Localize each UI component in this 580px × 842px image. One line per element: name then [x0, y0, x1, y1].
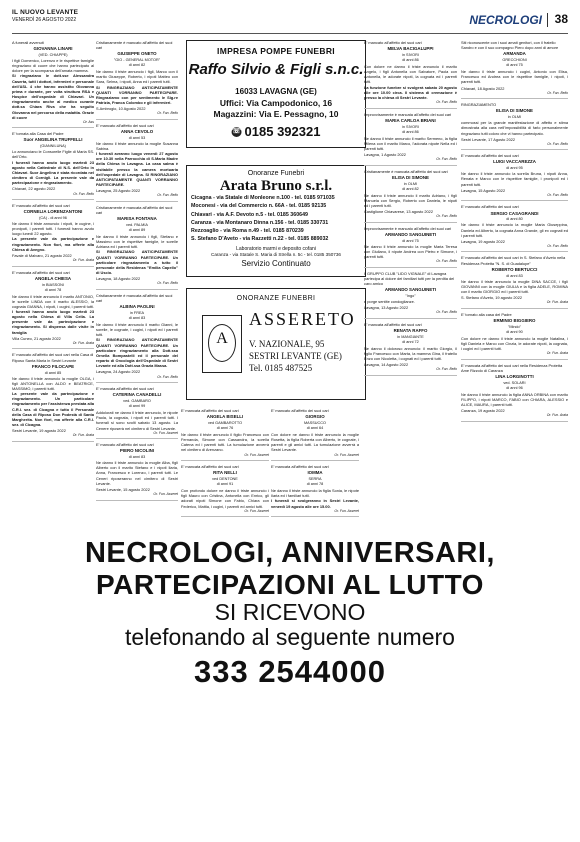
banner-phone: 333 2544000 — [193, 654, 387, 689]
notice-intro: E' mancato all'affetto dei suoi cari in S. Stefano d'Aveto nella Residenza Protetta "N. S. di Guadalupe" — [461, 255, 566, 266]
column-2 — [96, 40, 178, 530]
notice-body: Ne danno il triste annuncio la figlia Sonia, le nipote Ilaria ed i familiari tutti. — [271, 488, 359, 499]
notice-name: Suor ANGELINA TRUFFELLI — [23, 137, 83, 143]
notice-subtitle: "Mindo" — [507, 324, 522, 329]
notice-intro: E' mancata all'affetto dei suoi cari nella Residenza Protetta Ame Rizzolo di Caranza — [461, 362, 563, 373]
notice-intro: E' mancato all'affetto dei suoi cari — [96, 442, 154, 448]
notice-place-date: Castiglione Chiavarese, 13 agosto 2022 — [364, 209, 433, 215]
notice-intro: E' mancato all'affetto dei suoi cari — [96, 122, 154, 128]
ad-raffo-phone-row — [232, 124, 321, 139]
notice-name: PIERO NICOLINI — [119, 448, 155, 454]
notice-body: Con dolore ne danno il triste annuncio la moglie Rosetta, la figlia Roberta con Alberto, le cognate, i parenti e gli amici tutti. La tumulazione avverrà a Sestri Levante. — [271, 431, 359, 453]
notice — [461, 363, 568, 422]
notice-subtitle: "Ingo" — [405, 293, 416, 298]
ad-raffo-warehouses: Magazzini: Via E. Pessagno, 10 — [213, 109, 339, 119]
notice-body: Ne danno il triste annuncio i figli, Stefano e Massimo con le rispettive famiglie, le sorelle Adriana ed i parenti tutti. — [96, 234, 178, 250]
notice-funeral-home: Or. Fun. Bello — [547, 243, 568, 248]
notice-name: MELVA BACIGALUPPI — [387, 46, 434, 52]
section-title: NECROLOGI — [469, 13, 542, 27]
notice-subtitle: in OLMI — [403, 181, 418, 186]
notice-funeral-home: Or. Fun. Arata — [546, 413, 568, 418]
notice-funeral-home: Or. Fun. Arata — [72, 340, 94, 345]
ad-arata-rows — [187, 195, 365, 245]
notice-body-bold: SI RINGRAZIANO ANTICIPATAMENTE QUANTI VORRANNO PARTECIPARE. Un particolare ringraziamento a tutto il personale della Residenza "Emilia Capello" di Uscio. — [96, 249, 178, 276]
notice-body: commossi per la grande manifestazione di affetto e stima dimostrata alla cara nell'impossibilità di farlo personalmente ringraziano tutti coloro che vi hanno partecipato. — [461, 120, 568, 136]
notice-body: Ne danno il triste annuncio i cugini, Antonio con Elisa, Francesco ed Andrea con le rispettive famiglie, i nipoti, i parenti tutti. — [461, 69, 568, 85]
ad-raffo-city: 16033 LAVAGNA (GE) — [235, 87, 317, 96]
banner-line4: telefonando al seguente numero — [125, 624, 455, 650]
notice-funeral-home: Or. Fun. Asseret — [334, 452, 359, 457]
notice-body-bold: I funerali hanno avuto luogo martedì 23 agosto nella Chiesa di Villa Cella. La presente vale da partecipazione e ringraziamento. Si dispensa dalle visite in famiglia — [12, 309, 94, 335]
notice-name: ERMINIO BIGGIERO — [493, 317, 536, 323]
notice-name: ARMANDO SANGUINETI — [384, 231, 437, 237]
notice — [96, 442, 178, 500]
notice-body: Ne danno il triste annuncio la moglie OLGA, i figli ANTONELLA con ALDO e BEATRICE, MASSIMO, i parenti tutti. — [12, 375, 94, 391]
notice-body-bold: I funerali si svolgeranno in Sestri Levante, venerdì 19 agosto alle ore 15.00. — [271, 498, 359, 509]
ad-assereto — [186, 288, 366, 400]
logo-letter: A — [216, 330, 228, 347]
column-4 — [271, 408, 359, 533]
ad-arata-row — [187, 212, 365, 220]
notice — [96, 40, 178, 120]
ad-assereto-tel: Tel. 0185 487525 — [249, 363, 313, 373]
notice-funeral-home: Or. Fun. Bello — [157, 193, 178, 198]
notice-intro: E' mancata all'affetto dei suoi cari — [271, 464, 329, 470]
ad-arata-service: Servizio Continuato — [241, 258, 311, 268]
notice-intro: Cristianamente è mancata all'affetto dei suoi cari — [96, 292, 173, 304]
notice-place-date: Lavagna, 25 Agosto 2022 — [96, 188, 141, 194]
notice — [461, 255, 568, 308]
notice-age: di anni 78 — [44, 287, 62, 292]
notice-age: di anni 78 — [306, 482, 324, 487]
notice — [461, 204, 568, 252]
notice — [181, 464, 269, 517]
notice-place-date: S. Stefano d'Aveto, 19 agosto 2022 — [461, 295, 523, 301]
ad-raffo-offices: Uffici: Via Campodonico, 16 — [219, 98, 333, 108]
notice-intro: Il GRUPPO CLUB "LIDO VIGNALE" di Lavagna partecipa al dolore dei familiari tutti per la perdita del caro amico — [364, 270, 455, 286]
notice-body: Ne danno il triste annuncio il marito Sermeno, la figlia Milena con il marito Marco, l'adorata nipote Nella ed i parenti tutti. — [364, 135, 457, 151]
notice-body: Ne danno il triste annuncio il figlio Francesco con Fernanda, Simone con Cassandra, la sorella Catena ed i parenti tutti. La tumulazione avverrà nel cimitero di Arenzano. — [181, 431, 269, 453]
notice-funeral-home: Or. Fun. Arata — [72, 433, 94, 438]
notice-body: e porge sentite condoglianze. — [364, 298, 415, 304]
notice-intro: A funerali avvenuti — [12, 40, 44, 45]
notice-subtitle: GRECCHIONI — [502, 58, 527, 63]
notice-body-bold: I funerali hanno avuto luogo martedì 23 agosto nella Cattedrale di N.S. dell'Orto in Chiavari. Suor Angelina è stata ricordata nel cimitero di Cornigli. La presente vale da partecipazione e ringraziamento. — [12, 159, 94, 186]
notice-name: RENATA RAFFO — [393, 327, 428, 333]
notice-name: ARMANDA — [503, 51, 526, 57]
notice-subtitle: di anni 83 — [128, 455, 146, 460]
ad-arata-row-text: Moconesi - via del Commercio n. 66A - tel. 0185 92135 — [191, 203, 327, 210]
notice-body: Lo annunciano le Consorelle Figlie di Maria SS. dell'Orto. — [12, 149, 94, 160]
notice — [461, 40, 568, 99]
notice-intro: E' mancato all'affetto dei suoi cari — [461, 153, 519, 159]
notice-body: Con dolore ne danno il triste annuncio il marito Angelo, i figli Antonella con Salvatore, Paola con Antonella, le adorate nipoti, la cognata ed i parenti tutti. — [364, 63, 457, 85]
notice — [461, 312, 568, 360]
notice — [271, 408, 359, 461]
notice-intro: E' mancata all'affetto dei suoi cari — [181, 408, 239, 413]
notice-age: di anni 82 — [128, 63, 146, 68]
notice-name: RITA NELLI — [213, 470, 237, 476]
notice-name: ELISA DI SIMONE — [392, 174, 429, 180]
notice-subtitle: di anni 83 — [506, 273, 523, 278]
notice-subtitle: in SIVORI — [402, 52, 419, 57]
ad-arata-row — [187, 228, 365, 236]
notice-age: di anni 72 — [402, 339, 419, 344]
notice-place-date: Chiavari, 18 Agosto 2022 — [461, 85, 505, 91]
notice-funeral-home: Or. Fun. Asseret — [153, 430, 178, 435]
notice-funeral-home: Or. Fun. Bello — [73, 191, 94, 196]
notice-intro: E' mancata all'affetto dei suoi cari — [96, 386, 154, 392]
notice-body: Ne danno il triste annuncio i nipoti, le cugine, i pronipoti, i parenti tutti. I funerali hanno avuto luogo lunedì 22 agosto. — [12, 221, 94, 237]
notice-age: di anni 76 — [216, 425, 234, 430]
notice-funeral-home: Or. Fun. Bello — [157, 281, 178, 286]
notice-subtitle: (GIANNILUNA) — [40, 144, 66, 149]
notice-subtitle: in BIASSONI — [42, 282, 64, 287]
notice-body: Ne danno il triste annuncio la moglie Alba, figli Alberto con il marito Stefano e i nipoti Ilaria, Anna, Francesco e Lorenzo, i parenti tutti. Le Ceneri riposeranno nel cimitero di Sestri Levante. — [96, 460, 178, 486]
notice-body: I figli Domenico, Lorenzo e le rispettive famiglie ringraziano di cuore che hanno partecipato al dolore per la scomparsa dell'amata mamma. — [12, 57, 94, 74]
ad-raffo-line1: IMPRESA POMPE FUNEBRI — [217, 46, 335, 56]
notice-subtitle: in FREA — [129, 311, 145, 316]
notice-body: Addolorati ne danno il triste annuncio, le nipote Paola, la cognata, i nipoti ed i parenti tutti. I funerali si sono svolti sabato 13 agosto. La Cenere riposerà nel cimitero di Sestri Levante. — [96, 410, 178, 431]
notice-intro: E' mancato all'affetto dei suoi cari nella Casa di Riposo Santa Maria in Sestri Levante — [12, 352, 94, 363]
notice-body-bold: Si ringraziano le dott.sse Alessandra Caserta, tutti i dottori, infermieri e personale dell'ASL 4 che hanno assistito Giovanna prima e durante, per volta struttura RSA e Hospice dell'ospedale di Chiavari. Un ringraziamento anche al medico curante dott.sa Chiara Riva che ha seguito Giovanna nel percorso della malattia. Grazie di cuore — [12, 73, 94, 120]
notice-funeral-home: Or. Fun. Bello — [436, 214, 457, 219]
notice-place-date: Lavagna, 15 Agosto 2022 — [461, 187, 506, 193]
notice-name: FRANCO FILOCAPE — [31, 363, 75, 369]
notice-body-bold: La presente vale da partecipazione e ringraziamento. Un particolare ringraziamento per l'assistenza prestata alla C.R.I. sez. di Cicagna e tutto il Personale della Casa di Riposo Don Podestà di Santa Margherita. Non fiori, ma offerte alla C.R.I. sez. di Cicagna. — [12, 391, 94, 427]
notice-place-date: Favale di Malvaro, 21 agosto 2022 — [12, 252, 72, 258]
notice-place-date: Lavagna, 14 Agosto 2022 — [364, 362, 409, 368]
column-3 — [181, 408, 269, 533]
phone-icon: ☏ — [232, 127, 241, 135]
notice-name: LINA LORGINOTTI — [495, 373, 534, 379]
notice-funeral-home: Or. Fun. Asseret — [153, 492, 178, 497]
notice-body: Ne danno il triste annuncio la moglie DINA SACCE, i figli GIOVANNI con la moglie GIULIA e la figlia ADELE, ROMINA con il marito GIORGIO ed i parenti tutti. — [461, 278, 568, 294]
notice-subtitle: ved GAMBAROTTO — [207, 420, 243, 425]
notice-name: ARMANDO SANGUINETI — [384, 287, 437, 293]
notice-subtitle: ved DENTONE — [212, 477, 238, 482]
notice — [96, 386, 178, 439]
notice-body: Con profondo dolore ne danno il triste annuncio i figli Mauro con Cristina, Antonella con Enrico, gli adorati nipoti Simone con Fabio, Chiara con Federico, Mattia, i cugini, i parenti ed amici tutti. — [181, 488, 269, 509]
notice-funeral-home: Or. Fun. Asseret — [244, 452, 269, 457]
page-header — [12, 9, 568, 31]
ad-arata-row — [187, 203, 365, 211]
notice-place-date: Sestri Levante, 15 agosto 2022 — [96, 486, 150, 492]
ad-assereto-city: SESTRI LEVANTE (GE) — [249, 351, 342, 361]
notice-body: Ne danno il triste annuncio il marito Adriano, i figli Manuela con Sergio, Roberto con Daniela, le nipoti ed i parenti tutti. — [364, 192, 457, 208]
notice — [12, 131, 94, 200]
column-5 — [364, 40, 457, 530]
notice-name: ANNA CEVOLO — [120, 129, 154, 135]
notice-age: di anni 75 — [506, 63, 523, 68]
notice-funeral-home: Or. Fun. Bello — [157, 374, 178, 379]
notice-place-date: Lavagna, 18 Agosto 2022 — [96, 276, 141, 282]
notice-intro: E' mancata all'affetto dei suoi cari — [364, 321, 422, 327]
notice-funeral-home: Or. Fun. Arata — [546, 351, 568, 356]
notice — [12, 40, 94, 128]
notice-intro: E' tornata alla Casa del Padre — [12, 131, 64, 137]
notice-subtitle: di anni 75 — [402, 238, 419, 243]
notice-subtitle: MASSUCCO — [304, 420, 326, 425]
notice-body: Ne danno il triste annuncio la moglie Maria Giuseppina, Daniela ed Alberto, la cognata Anna Grande, gli ex cognati ed i parenti tutti. — [461, 222, 568, 238]
notice-body-bold: I funerali avranno luogo venerdì 27 agosto ore 10.30 nella Parrocchia di S.Maria Madre della Chiesa in Lavagna. La casa salma è visitabile presso la camera mortuaria dell'ospedale di Lavagna. SI RINGRAZIANO ANTICIPATAMENTE QUANTI VORRANNO PARTECIPARE. — [96, 151, 178, 188]
notice-place-date: Lavagna, 1 Agosto 2022 — [364, 151, 406, 157]
notice-age: di anni 86 — [402, 129, 419, 134]
notice-body: Ne danno il triste annuncio la sorella Bruna, i nipoti Anna, Renata e Marco con le rispettive famiglie, i pronipoti ed i parenti tutti. — [461, 171, 568, 187]
notice-funeral-home: Or. Fun. Bello — [436, 259, 457, 264]
notice-body-bold: SI RINGRAZIANO ANTICIPATAMENTE QUANTI VORRANNO PARTECIPARE. Ringraziamo con per sentimento le Sig.re Patrizia, Franca Colombo e gli infermieri. — [96, 84, 178, 106]
notice-name: ROBERTO BERTUCCI — [491, 266, 538, 272]
notice-name: ANGELA BISELLI — [206, 414, 244, 420]
notice-body-bold: La presente vale da partecipazione e ringraziamento. Non fiori, ma offerte alla Chiesa di Avegno. — [12, 236, 94, 252]
notice-place-date: Caranza, 19 agosto 2022 — [461, 408, 505, 414]
notice-name: LUIGI VACCAREZZA — [493, 159, 536, 165]
notice-intro: Cristianamente è mancato all'affetto dei suoi cari — [96, 40, 173, 51]
notice-subtitle: di anni 85 — [44, 370, 62, 375]
notice-intro: Cristianamente è mancata all'affetto dei suoi cari — [96, 204, 173, 216]
notice — [364, 226, 457, 268]
notice-subtitle: di anni 53 — [128, 135, 146, 140]
notice-subtitle: di anni 95 — [506, 166, 523, 171]
notice-intro: RINGRAZIAMENTO — [461, 102, 497, 108]
notice — [271, 464, 359, 517]
notice-age: di anni 99 — [128, 404, 146, 409]
banner-line3: SI RICEVONO — [214, 599, 366, 625]
notice-funeral-home: Or. Fun. Bello — [157, 111, 178, 116]
notice-funeral-home: Or. Fun. Bello — [436, 367, 457, 372]
ad-arata-row — [187, 236, 365, 244]
notice-body-bold: La funzione funebre si svolgerà sabato 20 agosto alle ore 10.00 circa. Il sistema di cremazione è presso la chiesa di Sestri Levante. — [364, 84, 457, 100]
notice-name: GIUSEPPE ONETO — [117, 51, 157, 57]
notice-name: ANGELA CHIESA — [34, 275, 72, 281]
notice-subtitle: di anni 80 — [506, 217, 523, 222]
ad-arata-lab-address: Caranza - via Statale S. Maria di Strella n. 5c - tel. 0185 350736 — [211, 251, 341, 257]
notice — [364, 271, 457, 319]
notice-name: ELISA DI SIMONE — [496, 108, 533, 114]
publication-date: VENERDÌ 26 AGOSTO 2022 — [12, 17, 77, 23]
notice — [461, 102, 568, 150]
notice — [12, 352, 94, 441]
notice — [364, 40, 457, 109]
notice — [364, 322, 457, 376]
notice-subtitle: in MANGIANTE — [397, 334, 424, 339]
ad-arata-top: Onoranze Funebri — [247, 170, 305, 177]
notice-intro: Improvvisamente è mancata all'affetto dei suoi cari — [364, 111, 452, 117]
notice-place-date: Chiavari, 22 agosto 2022 — [12, 186, 56, 192]
notice-funeral-home: Or. Fun. Asseret — [334, 508, 359, 513]
ad-arata-title: Arata Bruno s.r.l. — [219, 178, 333, 194]
notice-age: di anni 82 — [402, 186, 419, 191]
notice-place-date: S.Ambrogio, 10 Agosto 2022 — [96, 106, 146, 112]
ad-assereto-title: ASSERETO — [249, 309, 356, 329]
notice-funeral-home: Or. Fun. Bello — [436, 310, 457, 315]
ad-arata-row-text: Rezzoaglio - via Roma n.49 - tel. 0185 870239 — [191, 228, 304, 235]
notice-intro: E' mancato all'affetto dei suoi cari — [364, 40, 422, 45]
banner-line2: PARTECIPAZIONI AL LUTTO — [96, 569, 484, 600]
notice-body-bold: SI RINGRAZIANO ANTICIPATAMENTE QUANTI VORRANNO PARTECIPARE. Un particolare ringraziamento alla Dott.ssa Ornella Bompastelli ed il personale del reparto di Oncologia dell'Ospedale di Sestri Levante ed alla Dott.ssa Grazia Massa. — [96, 337, 178, 369]
notice-age: di anni 83 — [128, 316, 146, 321]
notice-name: SERGIO CASAGRANDI — [490, 210, 539, 216]
notice-subtitle: in OLMI — [507, 115, 522, 120]
notice-body: Ne danno il triste annuncio la moglie Susanna Sabina. — [96, 140, 178, 151]
assereto-logo — [202, 315, 242, 373]
page-number: 38 — [554, 12, 568, 26]
notice-age: di anni 96 — [506, 385, 523, 390]
notice-place-date: Sestri Levante, 19 agosto 2022 — [12, 428, 66, 434]
notice-funeral-home: Or. Fun. Bello — [436, 100, 457, 105]
header-rule — [12, 33, 568, 34]
notice-subtitle: (VED. CHIAPPE) — [38, 52, 68, 57]
ad-raffo-silvio — [186, 40, 366, 148]
notice-intro: Siti riconoscente con i suoi amati genitori, con il fratello Sandro e con il suo compagno Piero dopo anni di amore — [461, 40, 559, 51]
notice-funeral-home: Or. Fun. Bello — [547, 90, 568, 95]
notice-funeral-home: Or. Ass — [82, 119, 94, 124]
ad-arata-lab: Laboratorio marmi e deposito cofani — [236, 245, 316, 252]
ad-arata-row — [187, 195, 365, 203]
notice-subtitle: ved. GAMBARO — [123, 399, 151, 404]
notice-funeral-home: Or. Fun. Arata — [72, 258, 94, 263]
ad-assereto-address: V. NAZIONALE, 95 — [249, 339, 325, 349]
notice-body: Ne danno il doloroso annuncio: il marito Giorgio, il figlio Francesco con Marta, la mamma Gina, il fratello Enzo con Nicoletta, i cognati ed i parenti tutti. — [364, 345, 457, 361]
notice-name: CORNELIA LORENZANTONI — [23, 209, 83, 215]
notice-place-date: Villa Cuneo, 21 agosto 2022 — [12, 335, 61, 341]
notice-age: di anni 86 — [402, 57, 419, 62]
notice-name: MARISA FONTANA — [117, 216, 157, 222]
banner-line1: NECROLOGI, ANNIVERSARI, — [84, 537, 495, 569]
notice-subtitle: (CA) - di anni 96 — [39, 216, 67, 220]
notice-name: GIORGIO — [305, 414, 325, 420]
notice-intro: E' mancato all'affetto dei suoi cari — [12, 203, 70, 209]
notice-age: di anni 90 — [506, 329, 523, 334]
notice-intro: E' mancato all'affetto dei suoi cari — [271, 408, 329, 413]
notice-body: Ne danno il triste annuncio il marito ANTONIO, le sorelle LINDA con il marito ALESSIO, la cognata GIANNA, i nipoti, i cugini, i parenti tutti. — [12, 293, 94, 309]
notice-name: CATERINA CANADELLI — [112, 392, 162, 398]
notice-intro: E' mancata all'affetto dei suoi cari — [181, 464, 239, 470]
notice-subtitle: in SIVORI — [402, 124, 419, 129]
header-divider — [547, 13, 548, 27]
notice-age: di anni 91 — [216, 482, 234, 487]
ad-arata-row-text: Caranza - via Montanaro Dinna n.156 - tel. 0185 330731 — [191, 219, 329, 226]
notice-intro: E' tornato alla casa del Padre — [461, 311, 512, 317]
notice-place-date: Lavagna, 13 Agosto 2022 — [364, 305, 409, 311]
ad-arata-row-text: Cicagna - via Statale di Monleone n.100 - tel. 0185 971035 — [191, 195, 335, 201]
notice-name: IOMMA — [307, 470, 323, 476]
notice-subtitle: ved. SOLARI — [503, 380, 526, 385]
ad-banner-necrologi — [12, 537, 568, 689]
notice — [364, 112, 457, 166]
notice-intro: E' mancata all'affetto dei suoi cari — [12, 269, 70, 275]
notice-subtitle: "GIO - GENERAL MOTOR" — [113, 58, 161, 63]
notice — [364, 169, 457, 223]
notice-place-date: Sestri Levante, 17 Agosto 2022 — [461, 136, 516, 142]
notice — [12, 270, 94, 350]
ad-arata-bruno — [186, 165, 366, 277]
notice — [12, 203, 94, 267]
ad-arata-row-text: S. Stefano D'Aveto - via Razzetti n.22 - tel. 0185 889032 — [191, 236, 329, 243]
ad-arata-row — [187, 220, 365, 228]
publication-name: IL NUOVO LEVANTE — [12, 9, 79, 16]
ad-arata-row-text: Chiavari - via A.F. Devoto n.5 - tel. 0185 360649 — [191, 211, 308, 218]
notice-body: Con dolore ne danno il triste annuncio la moglie Natalina, i figli Daniela e Marco con Cinzia, le adorate nipoti, la cognata, i cugini ed i parenti tutti. — [461, 335, 568, 351]
notice-funeral-home: Or. Fun. Bello — [547, 141, 568, 146]
notice-subtitle: ved. PALMIA — [126, 223, 148, 227]
notice-name: ALBINA PAOLINI — [119, 304, 155, 310]
ad-raffo-phone: 0185 392321 — [244, 124, 321, 139]
ad-assereto-top: ONORANZE FUNEBRI — [236, 295, 316, 302]
ad-raffo-title: Raffo Silvio & Figli s.n.c. — [188, 61, 364, 78]
notice-body: Ne danno il triste annuncio la figlia ANNA ORBINA con marito FILIPPO, i nipoti MARCO, FABIO con CHIARA, ALESSIO e ALICE, MAURA, i parenti tutti. — [461, 391, 568, 408]
notice-place-date: Lavagna, 19 agosto 2022 — [461, 238, 505, 244]
notice-body: Ne danno il triste annuncio la moglie Maria Teresa con Giuliano, il nipote Andrea con Pietro e Simone, i parenti tutti. — [364, 243, 457, 259]
notice-place-date: Lavagna, 24 Agosto 2022 — [96, 369, 141, 375]
notice-age: di anni 89 — [128, 228, 146, 232]
notice — [461, 153, 568, 201]
notice-funeral-home: Or. Fun. Asseret — [244, 508, 269, 513]
notice-funeral-home: Or. Fun. Bello — [547, 192, 568, 197]
notice-funeral-home: Or. Fun. Bello — [436, 157, 457, 162]
notice-funeral-home: Or. Fun. Arata — [546, 300, 568, 305]
notice-intro: Improvvisamente è mancato all'affetto dei suoi cari — [364, 225, 452, 231]
notice — [96, 293, 178, 383]
notice-body: Ne danno il triste annuncio i figli, Marco con il marito Giuseppe, Roberto, i nipoti Matteo con Sara, Selma, i nipoti, Anna ed i parenti tutti. — [96, 69, 178, 85]
notice-subtitle: SERRA — [308, 477, 322, 482]
notice — [96, 123, 178, 202]
notice-name: MARIA CARLOA BRIANI — [385, 117, 436, 123]
notice — [181, 408, 269, 461]
notice-name: GIOVANNA LINARI — [33, 46, 73, 52]
notice-age: di anni 64 — [306, 425, 324, 430]
notice-intro: Cristianamente è mancata all'affetto dei suoi cari — [364, 168, 448, 174]
notice-body: Ne danno il triste annuncio il marito Gianni, le sorelle, le cognate, i cugini, i nipoti ed i parenti tutti. — [96, 322, 178, 338]
notice — [96, 205, 178, 290]
notice-intro: E' mancato all'affetto dei suoi cari — [461, 204, 519, 210]
